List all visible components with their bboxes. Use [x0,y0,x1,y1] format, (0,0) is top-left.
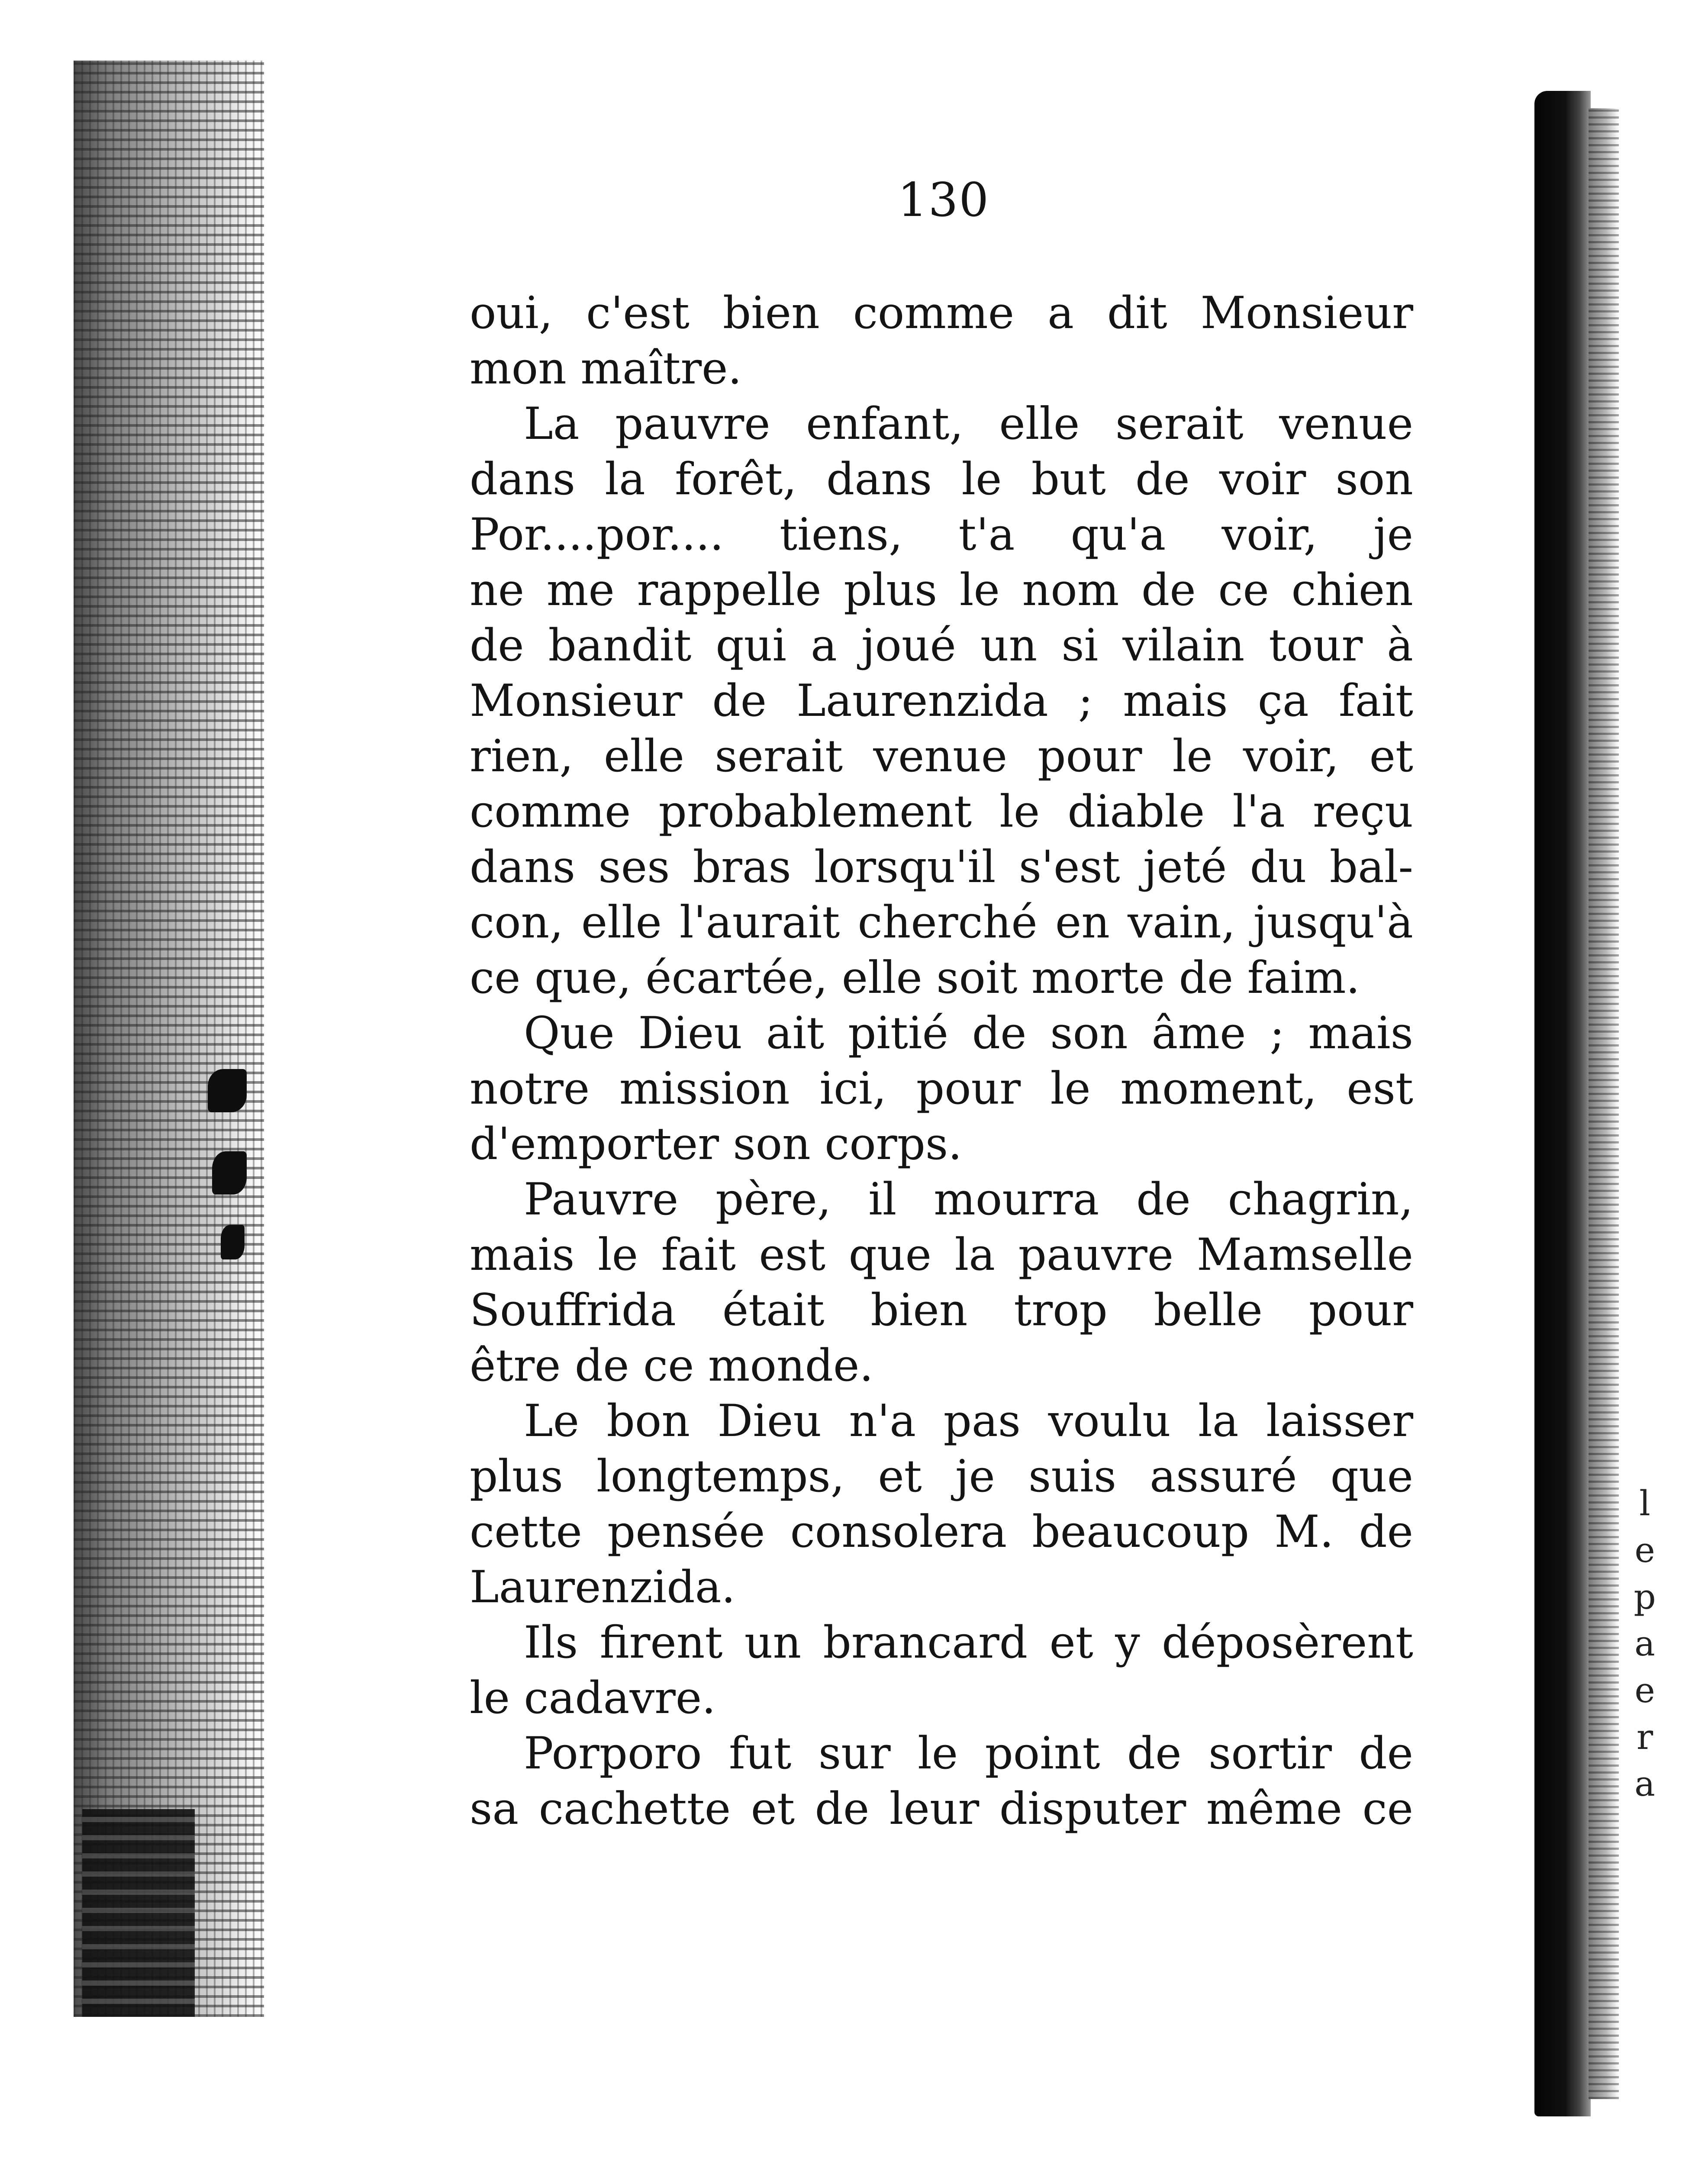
text-line: ce que, écartée, elle soit morte de faim. [470,952,1360,1004]
text-line: Ils firent un brancard et y déposèrent [524,1617,1413,1668]
ink-mark [208,1069,247,1112]
text-line: Pauvre père, il mourra de chagrin, [524,1174,1413,1225]
text-line: Laurenzida. [470,1562,735,1613]
text-line: oui, c'est bien comme a dit Monsieur [470,287,1413,339]
text-line: ne me rappelle plus le nom de ce chien [470,564,1413,616]
text-line: cette pensée consolera beaucoup M. de [470,1506,1413,1558]
ink-mark [221,1225,245,1259]
left-scan-artifact-dark [82,1809,195,2017]
margin-letter: a [1634,1623,1655,1664]
text-line: d'emporter son corps. [470,1118,962,1170]
text-line: comme probablement le diable l'a reçu [470,786,1413,837]
left-scan-artifact [74,61,264,2017]
text-line: Monsieur de Laurenzida ; mais ça fait [470,675,1413,727]
text-line: con, elle l'aurait cherché en vain, jusqu'à [470,897,1413,948]
margin-letter: l [1639,1483,1650,1523]
margin-letter: p [1634,1577,1656,1617]
text-line: Souffrida était bien trop belle pour [470,1285,1413,1336]
margin-letter: e [1634,1530,1655,1570]
text-line: être de ce monde. [470,1340,873,1391]
text-line: Que Dieu ait pitié de son âme ; mais [524,1008,1413,1059]
text-line: sa cachette et de leur disputer même ce [470,1783,1413,1835]
ink-mark [212,1151,247,1195]
page-number: 130 [897,173,990,227]
text-line: dans ses bras lorsqu'il s'est jeté du bal- [470,841,1413,893]
text-line: Le bon Dieu n'a pas voulu la laisser [524,1395,1413,1447]
text-line: dans la forêt, dans le but de voir son [470,454,1413,505]
margin-letter: a [1634,1764,1655,1804]
text-line: de bandit qui a joué un si vilain tour à [470,620,1413,671]
text-line: mon maître. [470,343,742,394]
margin-letter: r [1636,1717,1653,1757]
text-line: notre mission ici, pour le moment, est [470,1063,1413,1114]
text-line: plus longtemps, et je suis assuré que [470,1451,1413,1502]
body-text [470,286,1413,1837]
text-line: La pauvre enfant, elle serait venue [524,398,1413,450]
text-line: Porporo fut sur le point de sortir de [524,1728,1413,1779]
left-ink-marks [203,1069,260,1264]
margin-letter: e [1634,1670,1655,1710]
right-scan-artifact [1589,108,1619,2099]
next-page-margin-letters [1627,1480,1662,1807]
text-line: le cadavre. [470,1672,716,1724]
text-line: rien, elle serait venue pour le voir, et [470,731,1413,782]
text-line: Por....por.... tiens, t'a qu'a voir, je [470,509,1413,560]
text-line: mais le fait est que la pauvre Mamselle [470,1229,1413,1281]
right-binding-edge [1534,91,1591,2116]
